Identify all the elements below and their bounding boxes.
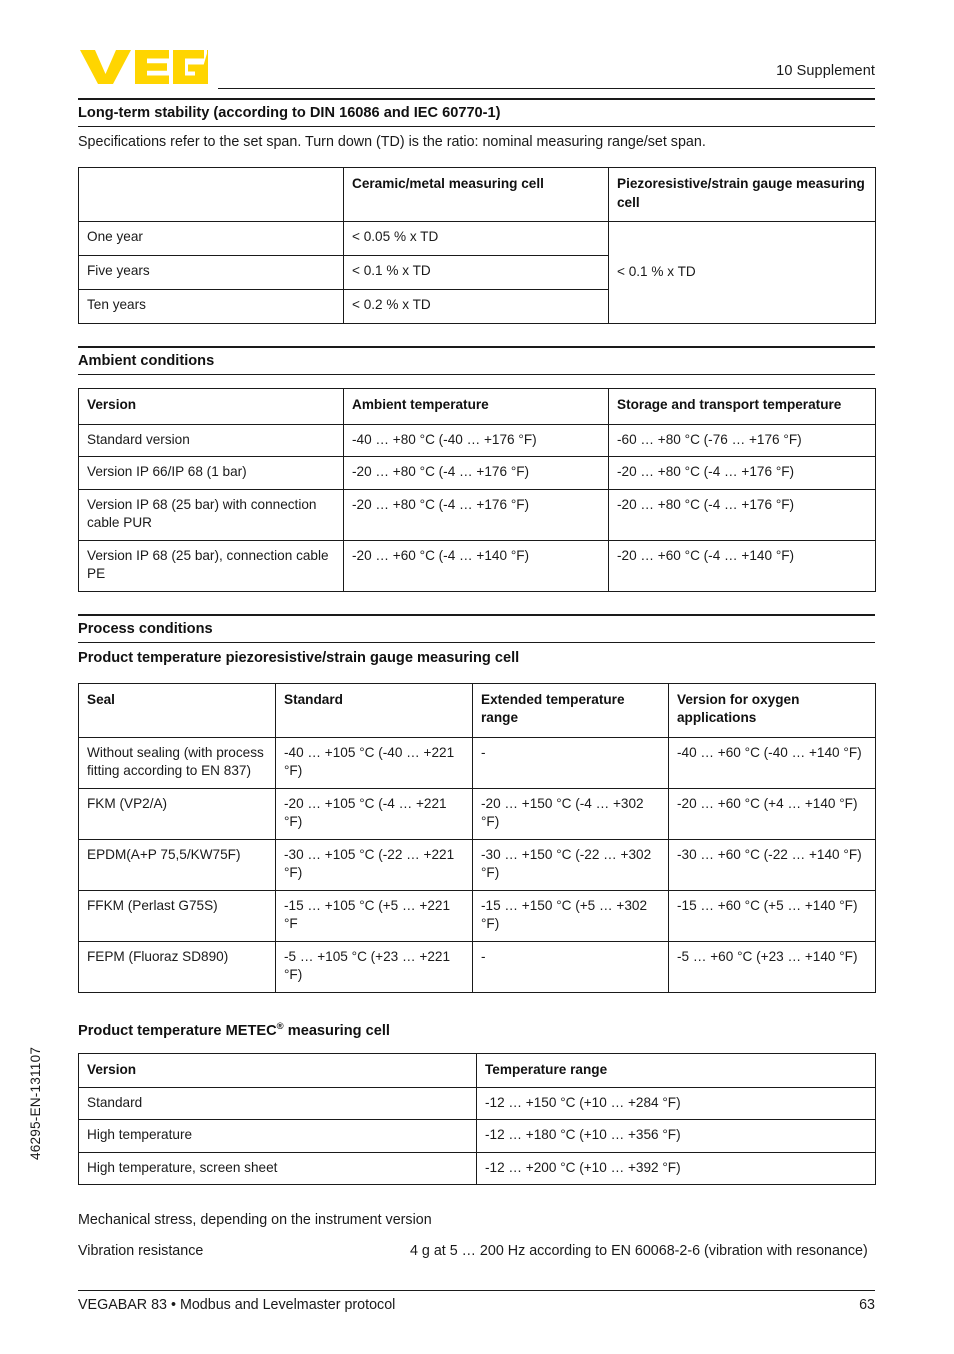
spec-value: 4 g at 5 … 200 Hz according to EN 60068-2-6 (vibration with resonance) bbox=[410, 1243, 868, 1260]
table-cell: -20 … +60 °C (-4 … +140 °F) bbox=[344, 540, 609, 591]
table-row bbox=[79, 540, 876, 591]
table-cell: - bbox=[473, 737, 669, 788]
column-header: Piezoresistive/strain gauge measuring cell bbox=[609, 168, 876, 222]
document-code-vertical: 46295-EN-131107 bbox=[28, 1046, 43, 1160]
metec-heading-suffix: measuring cell bbox=[283, 1022, 390, 1039]
table-cell: -40 … +60 °C (-40 … +140 °F) bbox=[669, 737, 876, 788]
mechanical-stress-block bbox=[78, 1211, 875, 1262]
column-header: Version bbox=[79, 389, 344, 425]
table-cell: -20 … +80 °C (-4 … +176 °F) bbox=[609, 457, 876, 490]
table-cell: FFKM (Perlast G75S) bbox=[79, 890, 276, 941]
spec-label: Vibration resistance bbox=[78, 1243, 204, 1260]
table-row bbox=[79, 1152, 876, 1185]
table-row bbox=[79, 457, 876, 490]
table-row bbox=[79, 1087, 876, 1120]
long-term-stability-table bbox=[78, 167, 876, 324]
table-cell: One year bbox=[79, 222, 344, 256]
table-cell: -20 … +60 °C (+4 … +140 °F) bbox=[669, 788, 876, 839]
table-row bbox=[79, 839, 876, 890]
column-header: Storage and transport temperature bbox=[609, 389, 876, 425]
ambient-conditions-table bbox=[78, 388, 876, 592]
header-section-title: 10 Supplement bbox=[776, 63, 875, 79]
table-cell: Without sealing (with process fitting according to EN 837) bbox=[79, 737, 276, 788]
metec-temperature-table bbox=[78, 1053, 876, 1185]
table-cell: High temperature bbox=[79, 1120, 477, 1153]
column-header: Version for oxygen applications bbox=[669, 683, 876, 737]
column-header: Standard bbox=[276, 683, 473, 737]
table-cell: - bbox=[473, 941, 669, 992]
page-footer bbox=[78, 1290, 875, 1313]
long-term-stability-intro: Specifications refer to the set span. Turn down (TD) is the ratio: nominal measuring range/set span. bbox=[78, 134, 706, 150]
column-header: Ambient temperature bbox=[344, 389, 609, 425]
table-cell: -12 … +200 °C (+10 … +392 °F) bbox=[477, 1152, 876, 1185]
table-header-row bbox=[79, 168, 876, 222]
table-row bbox=[79, 424, 876, 457]
section-heading-long-term-stability: Long-term stability (according to DIN 16086 and IEC 60770-1) bbox=[78, 98, 875, 127]
header-divider bbox=[218, 88, 875, 89]
table-cell: -30 … +105 °C (-22 … +221 °F) bbox=[276, 839, 473, 890]
table-cell: -20 … +105 °C (-4 … +221 °F) bbox=[276, 788, 473, 839]
spec-row-vibration-resistance bbox=[78, 1242, 875, 1262]
table-cell: FKM (VP2/A) bbox=[79, 788, 276, 839]
table-cell: < 0.1 % x TD bbox=[344, 256, 609, 290]
column-header: Ceramic/metal measuring cell bbox=[344, 168, 609, 222]
subheading-product-temperature-metec bbox=[78, 1012, 875, 1043]
table-header-row bbox=[79, 683, 876, 737]
column-header: Extended temperature range bbox=[473, 683, 669, 737]
table-header-row bbox=[79, 389, 876, 425]
footer-document-title: VEGABAR 83 • Modbus and Levelmaster protocol bbox=[78, 1297, 396, 1313]
registered-trademark-icon: ® bbox=[276, 1020, 284, 1032]
table-cell: -20 … +60 °C (-4 … +140 °F) bbox=[609, 540, 876, 591]
table-cell-merged: < 0.1 % x TD bbox=[609, 222, 876, 324]
table-cell: Version IP 68 (25 bar) with connection cable PUR bbox=[79, 489, 344, 540]
table-cell: Ten years bbox=[79, 290, 344, 324]
table-cell: -20 … +80 °C (-4 … +176 °F) bbox=[344, 457, 609, 490]
column-header: Seal bbox=[79, 683, 276, 737]
table-row bbox=[79, 890, 876, 941]
table-cell: -20 … +150 °C (-4 … +302 °F) bbox=[473, 788, 669, 839]
table-cell: -15 … +150 °C (+5 … +302 °F) bbox=[473, 890, 669, 941]
table-cell: -60 … +80 °C (-76 … +176 °F) bbox=[609, 424, 876, 457]
page-header bbox=[0, 0, 954, 92]
table-cell: -30 … +150 °C (-22 … +302 °F) bbox=[473, 839, 669, 890]
table-cell: High temperature, screen sheet bbox=[79, 1152, 477, 1185]
column-header: Temperature range bbox=[477, 1054, 876, 1088]
footer-page-number: 63 bbox=[859, 1297, 875, 1313]
table-cell: < 0.05 % x TD bbox=[344, 222, 609, 256]
table-cell: -40 … +80 °C (-40 … +176 °F) bbox=[344, 424, 609, 457]
table-cell: Version IP 66/IP 68 (1 bar) bbox=[79, 457, 344, 490]
column-header bbox=[79, 168, 344, 222]
table-row bbox=[79, 489, 876, 540]
table-cell: FEPM (Fluoraz SD890) bbox=[79, 941, 276, 992]
metec-heading-prefix: Product temperature METEC bbox=[78, 1022, 277, 1039]
table-row bbox=[79, 788, 876, 839]
table-cell: -15 … +105 °C (+5 … +221 °F bbox=[276, 890, 473, 941]
section-heading-process-conditions: Process conditions bbox=[78, 614, 875, 643]
table-cell: -20 … +80 °C (-4 … +176 °F) bbox=[609, 489, 876, 540]
table-row bbox=[79, 222, 876, 256]
table-cell: Standard bbox=[79, 1087, 477, 1120]
subheading-product-temperature-piezoresistive: Product temperature piezoresistive/strain gauge measuring cell bbox=[78, 649, 520, 666]
mechanical-stress-intro: Mechanical stress, depending on the instrument version bbox=[78, 1212, 432, 1229]
table-cell: Standard version bbox=[79, 424, 344, 457]
page-content bbox=[78, 98, 875, 1262]
table-cell: -12 … +180 °C (+10 … +356 °F) bbox=[477, 1120, 876, 1153]
table-row bbox=[79, 737, 876, 788]
vega-logo-icon bbox=[78, 47, 208, 87]
column-header: Version bbox=[79, 1054, 477, 1088]
table-cell: -20 … +80 °C (-4 … +176 °F) bbox=[344, 489, 609, 540]
table-cell: Five years bbox=[79, 256, 344, 290]
section-heading-ambient-conditions: Ambient conditions bbox=[78, 346, 875, 375]
table-row bbox=[79, 1120, 876, 1153]
table-cell: -5 … +105 °C (+23 … +221 °F) bbox=[276, 941, 473, 992]
table-cell: -30 … +60 °C (-22 … +140 °F) bbox=[669, 839, 876, 890]
table-cell: -5 … +60 °C (+23 … +140 °F) bbox=[669, 941, 876, 992]
table-header-row bbox=[79, 1054, 876, 1088]
table-cell: EPDM(A+P 75,5/KW75F) bbox=[79, 839, 276, 890]
table-cell: Version IP 68 (25 bar), connection cable PE bbox=[79, 540, 344, 591]
table-cell: -40 … +105 °C (-40 … +221 °F) bbox=[276, 737, 473, 788]
table-cell: -15 … +60 °C (+5 … +140 °F) bbox=[669, 890, 876, 941]
table-row bbox=[79, 941, 876, 992]
table-cell: < 0.2 % x TD bbox=[344, 290, 609, 324]
table-cell: -12 … +150 °C (+10 … +284 °F) bbox=[477, 1087, 876, 1120]
process-conditions-table bbox=[78, 683, 876, 993]
